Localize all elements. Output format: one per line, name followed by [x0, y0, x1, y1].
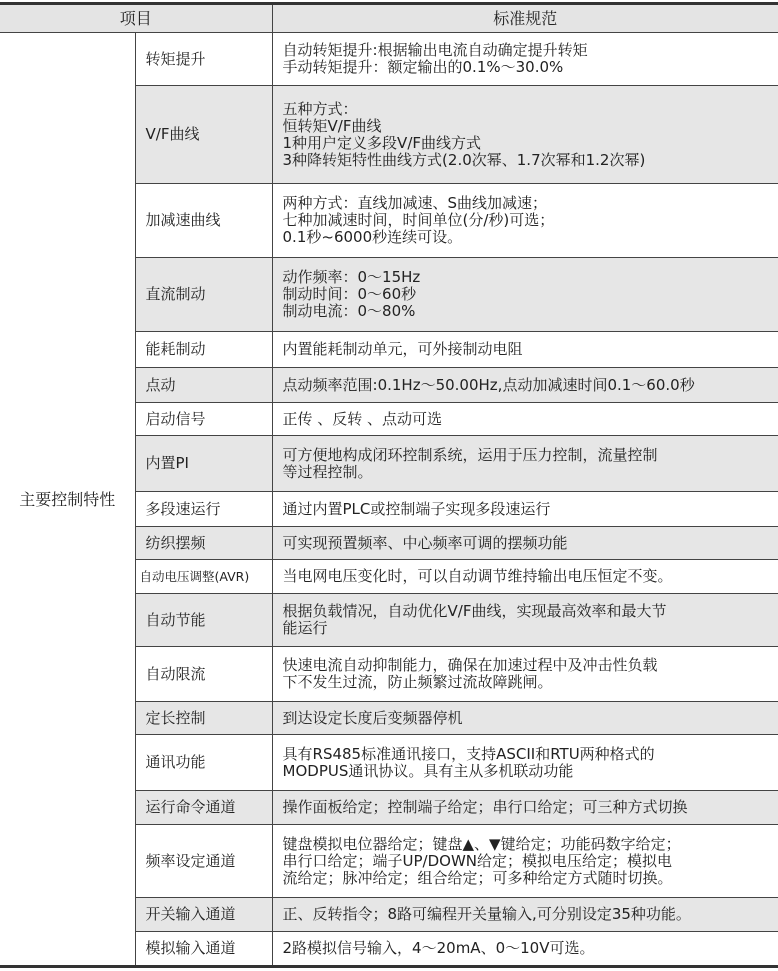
spec-cell: 根据负载情况，自动优化V/F曲线，实现最高效率和最大节 能运行	[272, 594, 778, 647]
item-cell: 自动电压调整(AVR)	[135, 560, 272, 594]
item-cell: 运行命令通道	[135, 791, 272, 825]
spec-cell: 通过内置PLC或控制端子实现多段速运行	[272, 492, 778, 527]
header-item: 项目	[0, 4, 272, 33]
item-cell: 自动节能	[135, 594, 272, 647]
spec-cell: 具有RS485标准通讯接口，支持ASCII和RTU两种格式的 MODPUS通讯协议。具有主从多机联动功能	[272, 735, 778, 791]
item-cell: 加减速曲线	[135, 184, 272, 258]
item-cell: 自动限流	[135, 647, 272, 702]
spec-cell: 操作面板给定；控制端子给定；串行口给定；可三种方式切换	[272, 791, 778, 825]
item-cell: 纺织摆频	[135, 527, 272, 560]
spec-cell: 正传 、反转 、点动可选	[272, 403, 778, 436]
header-spec: 标准规范	[272, 4, 778, 33]
spec-cell: 正、反转指令；8路可编程开关量输入,可分别设定35种功能。	[272, 898, 778, 932]
item-cell: 多段速运行	[135, 492, 272, 527]
item-cell: V/F曲线	[135, 86, 272, 184]
spec-cell: 快速电流自动抑制能力，确保在加速过程中及冲击性负载 下不发生过流，防止频繁过流故障跳闸。	[272, 647, 778, 702]
table-row	[0, 33, 778, 86]
group-label: 主要控制特性	[0, 33, 135, 967]
spec-cell: 当电网电压变化时，可以自动调节维持输出电压恒定不变。	[272, 560, 778, 594]
item-cell: 转矩提升	[135, 33, 272, 86]
item-cell: 定长控制	[135, 702, 272, 735]
item-cell: 点动	[135, 368, 272, 403]
spec-table	[0, 2, 778, 968]
spec-cell: 可实现预置频率、中心频率可调的摆频功能	[272, 527, 778, 560]
spec-cell: 两种方式：直线加减速、S曲线加减速； 七种加减速时间，时间单位(分/秒)可选； 0.1秒~6000秒连续可设。	[272, 184, 778, 258]
spec-cell: 自动转矩提升:根据输出电流自动确定提升转矩 手动转矩提升：额定输出的0.1%～30.0%	[272, 33, 778, 86]
spec-cell: 动作频率：0～15Hz 制动时间：0～60秒 制动电流：0～80%	[272, 258, 778, 332]
item-cell: 频率设定通道	[135, 825, 272, 898]
spec-cell: 点动频率范围:0.1Hz～50.00Hz,点动加减速时间0.1～60.0秒	[272, 368, 778, 403]
spec-cell: 可方便地构成闭环控制系统，运用于压力控制，流量控制 等过程控制。	[272, 436, 778, 492]
spec-cell: 键盘模拟电位器给定；键盘▲、▼键给定；功能码数字给定； 串行口给定；端子UP/DOWN给定；模拟电压给定；模拟电 流给定；脉冲给定；组合给定；可多种给定方式随时切换。	[272, 825, 778, 898]
header-row	[0, 4, 778, 33]
spec-cell: 到达设定长度后变频器停机	[272, 702, 778, 735]
item-cell: 直流制动	[135, 258, 272, 332]
spec-cell: 五种方式： 恒转矩V/F曲线 1种用户定义多段V/F曲线方式 3种降转矩特性曲线方式(2.0次幂、1.7次幂和1.2次幂)	[272, 86, 778, 184]
item-cell: 内置PI	[135, 436, 272, 492]
item-cell: 能耗制动	[135, 332, 272, 368]
item-cell: 模拟输入通道	[135, 932, 272, 967]
spec-cell: 2路模拟信号输入，4～20mA、0～10V可选。	[272, 932, 778, 967]
item-cell: 开关输入通道	[135, 898, 272, 932]
spec-cell: 内置能耗制动单元，可外接制动电阻	[272, 332, 778, 368]
item-cell: 启动信号	[135, 403, 272, 436]
item-cell: 通讯功能	[135, 735, 272, 791]
